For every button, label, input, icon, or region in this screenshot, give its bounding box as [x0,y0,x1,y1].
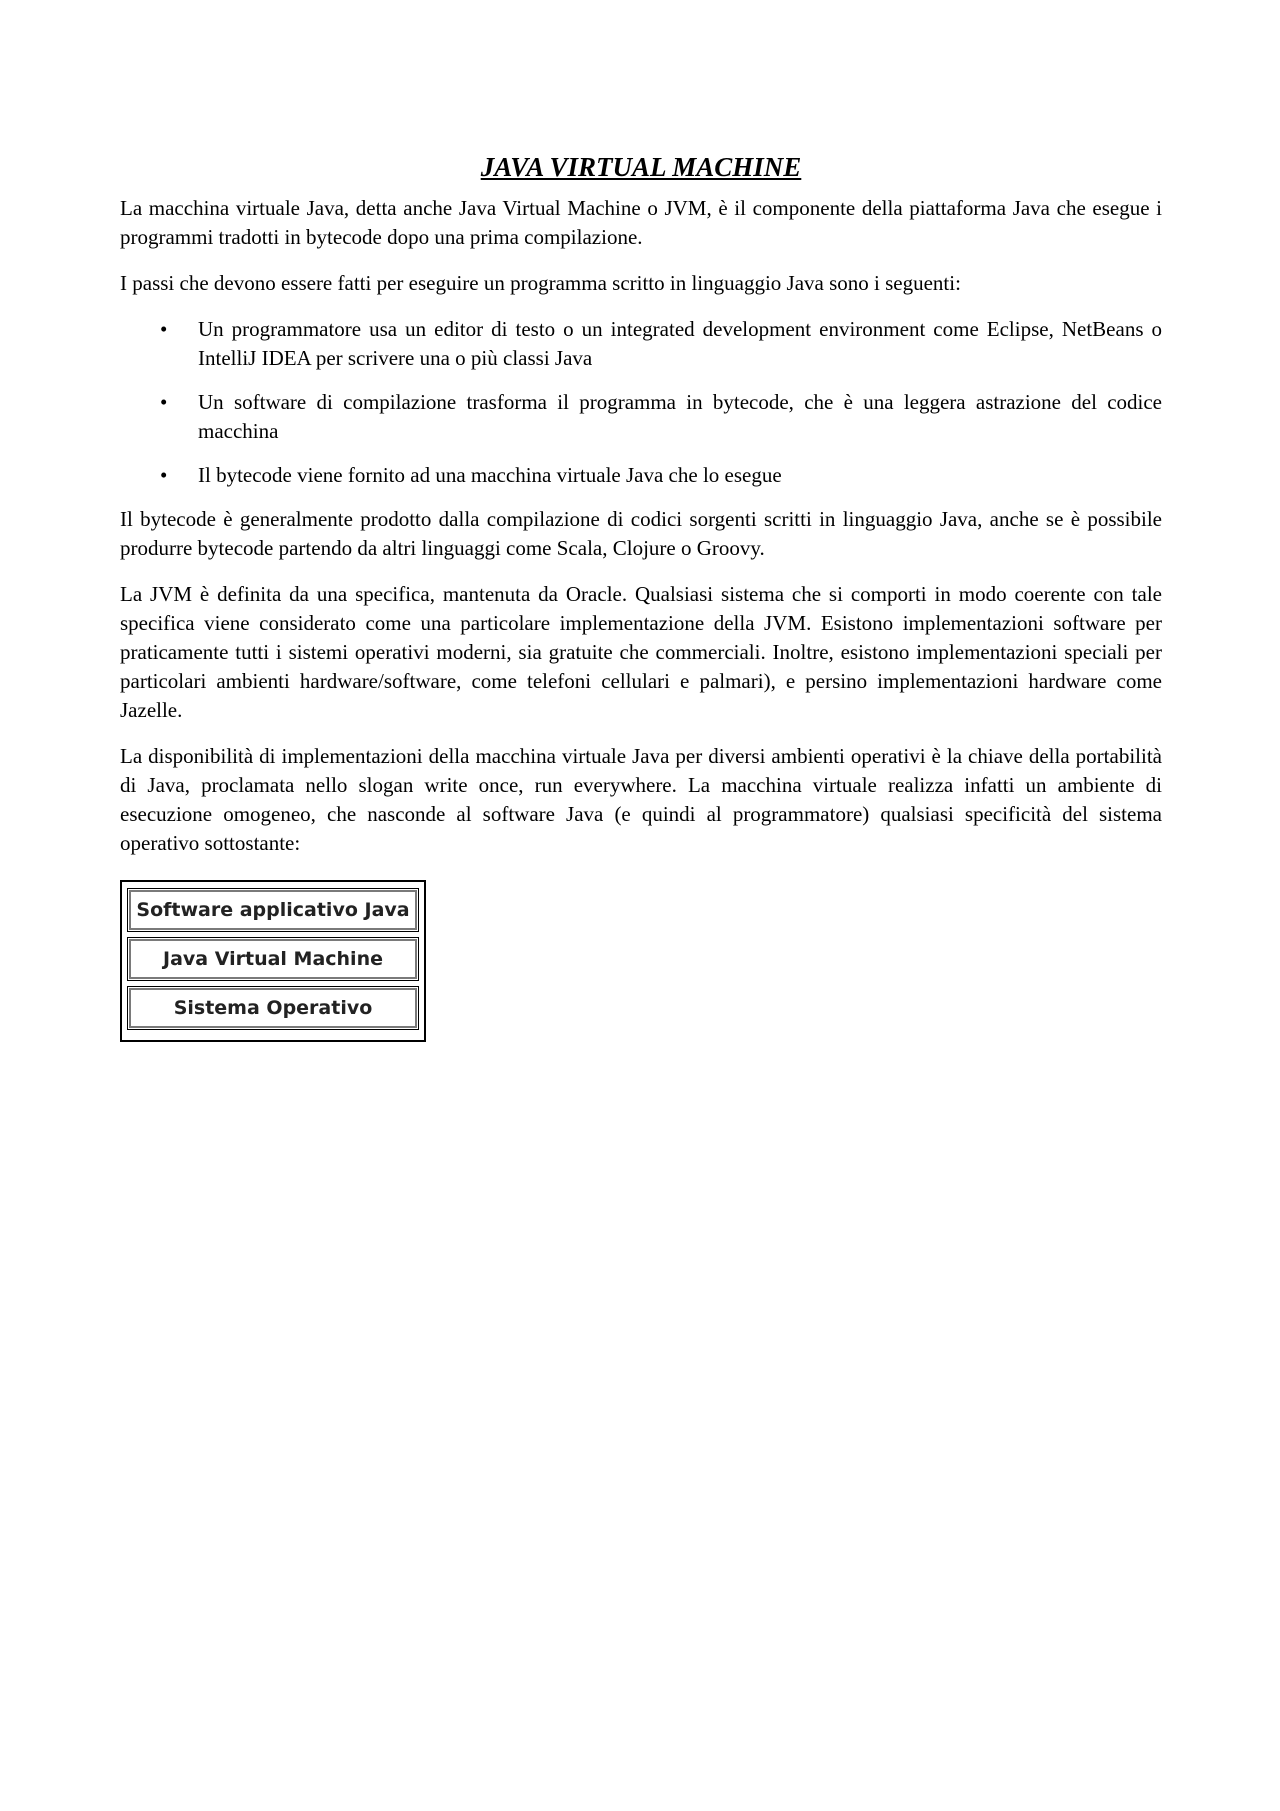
step-text: Il bytecode viene fornito ad una macchina virtuale Java che lo esegue [198,463,782,487]
bytecode-paragraph: Il bytecode è generalmente prodotto dalla compilazione di codici sorgenti scritti in linguaggio Java, anche se è possibile produrre bytecode partendo da altri linguaggi come Scala, Clojure o Groovy. [120,507,1162,560]
architecture-diagram [120,880,426,1042]
bullet-icon: • [160,390,168,414]
intro-paragraph: La macchina virtuale Java, detta anche Java Virtual Machine o JVM, è il componente della piattaforma Java che esegue i programmi tradotti in bytecode dopo una prima compilazione. [120,196,1162,249]
list-item [120,315,1162,373]
steps-list [120,315,1162,490]
bullet-icon: • [160,463,168,487]
list-item [120,461,1162,490]
step-text: Un programmatore usa un editor di testo o un integrated development environment come Eclipse, NetBeans o IntelliJ IDEA per scrivere una o più classi Java [198,317,1162,370]
specification-paragraph: La JVM è definita da una specifica, mantenuta da Oracle. Qualsiasi sistema che si comporti in modo coerente con tale specifica viene considerato come una particolare implementazione della JVM. Esistono implementazioni software per praticamente tutti i sistemi operativi moderni, sia gratuite che commerciali. Inoltre, esistono implementazioni speciali per particolari ambienti hardware/software, come telefoni cellulari e palmari), e persino implementazioni hardware come Jazelle. [120,582,1162,722]
portability-paragraph: La disponibilità di implementazioni della macchina virtuale Java per diversi ambienti operativi è la chiave della portabilità di Java, proclamata nello slogan write once, run everywhere. La macchina virtuale realizza infatti un ambiente di esecuzione omogeneo, che nasconde al software Java (e quindi al programmatore) qualsiasi specificità del sistema operativo sottostante: [120,744,1162,855]
layer-operating-system: Sistema Operativo [129,988,417,1028]
layer-jvm: Java Virtual Machine [129,939,417,979]
step-text: Un software di compilazione trasforma il programma in bytecode, che è una leggera astrazione del codice macchina [198,390,1162,443]
document-title: JAVA VIRTUAL MACHINE [480,152,802,182]
layer-java-software: Software applicativo Java [129,890,417,930]
bullet-icon: • [160,317,168,341]
steps-intro-paragraph: I passi che devono essere fatti per eseguire un programma scritto in linguaggio Java sono i seguenti: [120,271,961,295]
document-page [120,150,1162,1042]
list-item [120,388,1162,446]
